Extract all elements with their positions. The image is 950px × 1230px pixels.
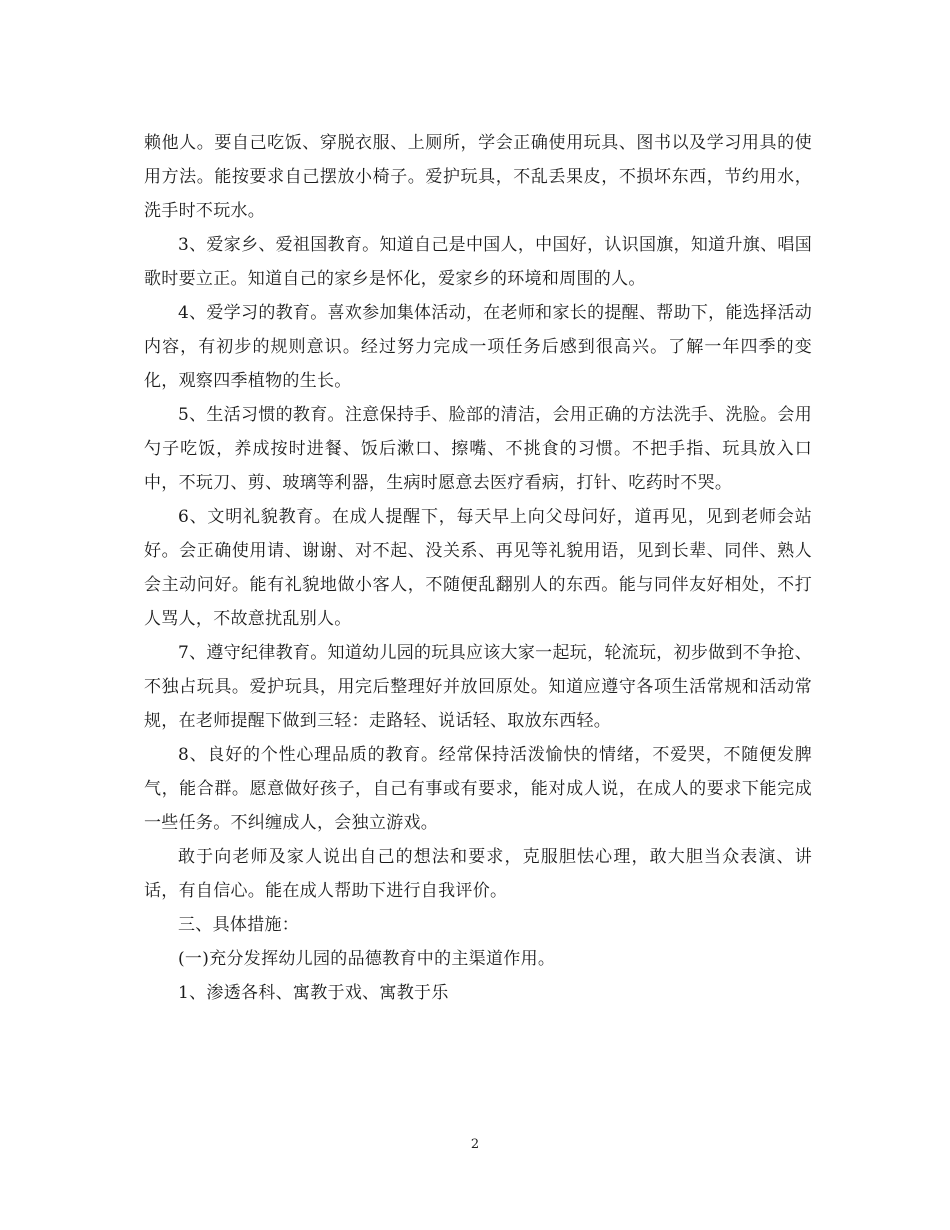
paragraph-item-6: 6、文明礼貌教育。在成人提醒下，每天早上向父母问好，道再见，见到老师会站好。会正确使用请、谢谢、对不起、没关系、再见等礼貌用语，见到长辈、同伴、熟人会主动问好。能有礼貌地做小客人，不随便乱翻别人的东西。能与同伴友好相处，不打人骂人，不故意扰乱别人。	[144, 507, 812, 629]
paragraph-item-4: 4、爱学习的教育。喜欢参加集体活动，在老师和家长的提醒、帮助下，能选择活动内容，有初步的规则意识。经过努力完成一项任务后感到很高兴。了解一年四季的变化，观察四季植物的生长。	[144, 303, 812, 391]
paragraph-item-8: 8、良好的个性心理品质的教育。经常保持活泼愉快的情绪，不爱哭，不随便发脾气，能合群。愿意做好孩子，自己有事或有要求，能对成人说，在成人的要求下能完成一些任务。不纠缠成人，会独立游戏。	[144, 745, 812, 833]
paragraph-item-5: 5、生活习惯的教育。注意保持手、脸部的清洁，会用正确的方法洗手、洗脸。会用勺子吃饭，养成按时进餐、饭后漱口、擦嘴、不挑食的习惯。不把手指、玩具放入口中，不玩刀、剪、玻璃等利器，生病时愿意去医疗看病，打针、吃药时不哭。	[144, 405, 812, 493]
paragraph-item-7: 7、遵守纪律教育。知道幼儿园的玩具应该大家一起玩，轮流玩，初步做到不争抢、不独占玩具。爱护玩具，用完后整理好并放回原处。知道应遵守各项生活常规和活动常规，在老师提醒下做到三轻：走路轻、说话轻、取放东西轻。	[144, 643, 812, 731]
paragraph-continuation: 赖他人。要自己吃饭、穿脱衣服、上厕所，学会正确使用玩具、图书以及学习用具的使用方法。能按要求自己摆放小椅子。爱护玩具，不乱丢果皮，不损坏东西，节约用水，洗手时不玩水。	[144, 133, 812, 221]
section-heading-measures: 三、具体措施：	[178, 915, 300, 935]
subsection-heading-1: (一)充分发挥幼儿园的品德教育中的主渠道作用。	[178, 949, 556, 969]
list-item-1: 1、渗透各科、寓教于戏、寓教于乐	[178, 983, 449, 1003]
document-body	[144, 126, 812, 1010]
paragraph-item-3: 3、爱家乡、爱祖国教育。知道自己是中国人，中国好，认识国旗，知道升旗、唱国歌时要立正。知道自己的家乡是怀化，爱家乡的环境和周围的人。	[144, 235, 812, 289]
page-number: 2	[470, 1137, 480, 1152]
paragraph-confidence: 敢于向老师及家人说出自己的想法和要求，克服胆怯心理，敢大胆当众表演、讲话，有自信心。能在成人帮助下进行自我评价。	[144, 847, 812, 901]
